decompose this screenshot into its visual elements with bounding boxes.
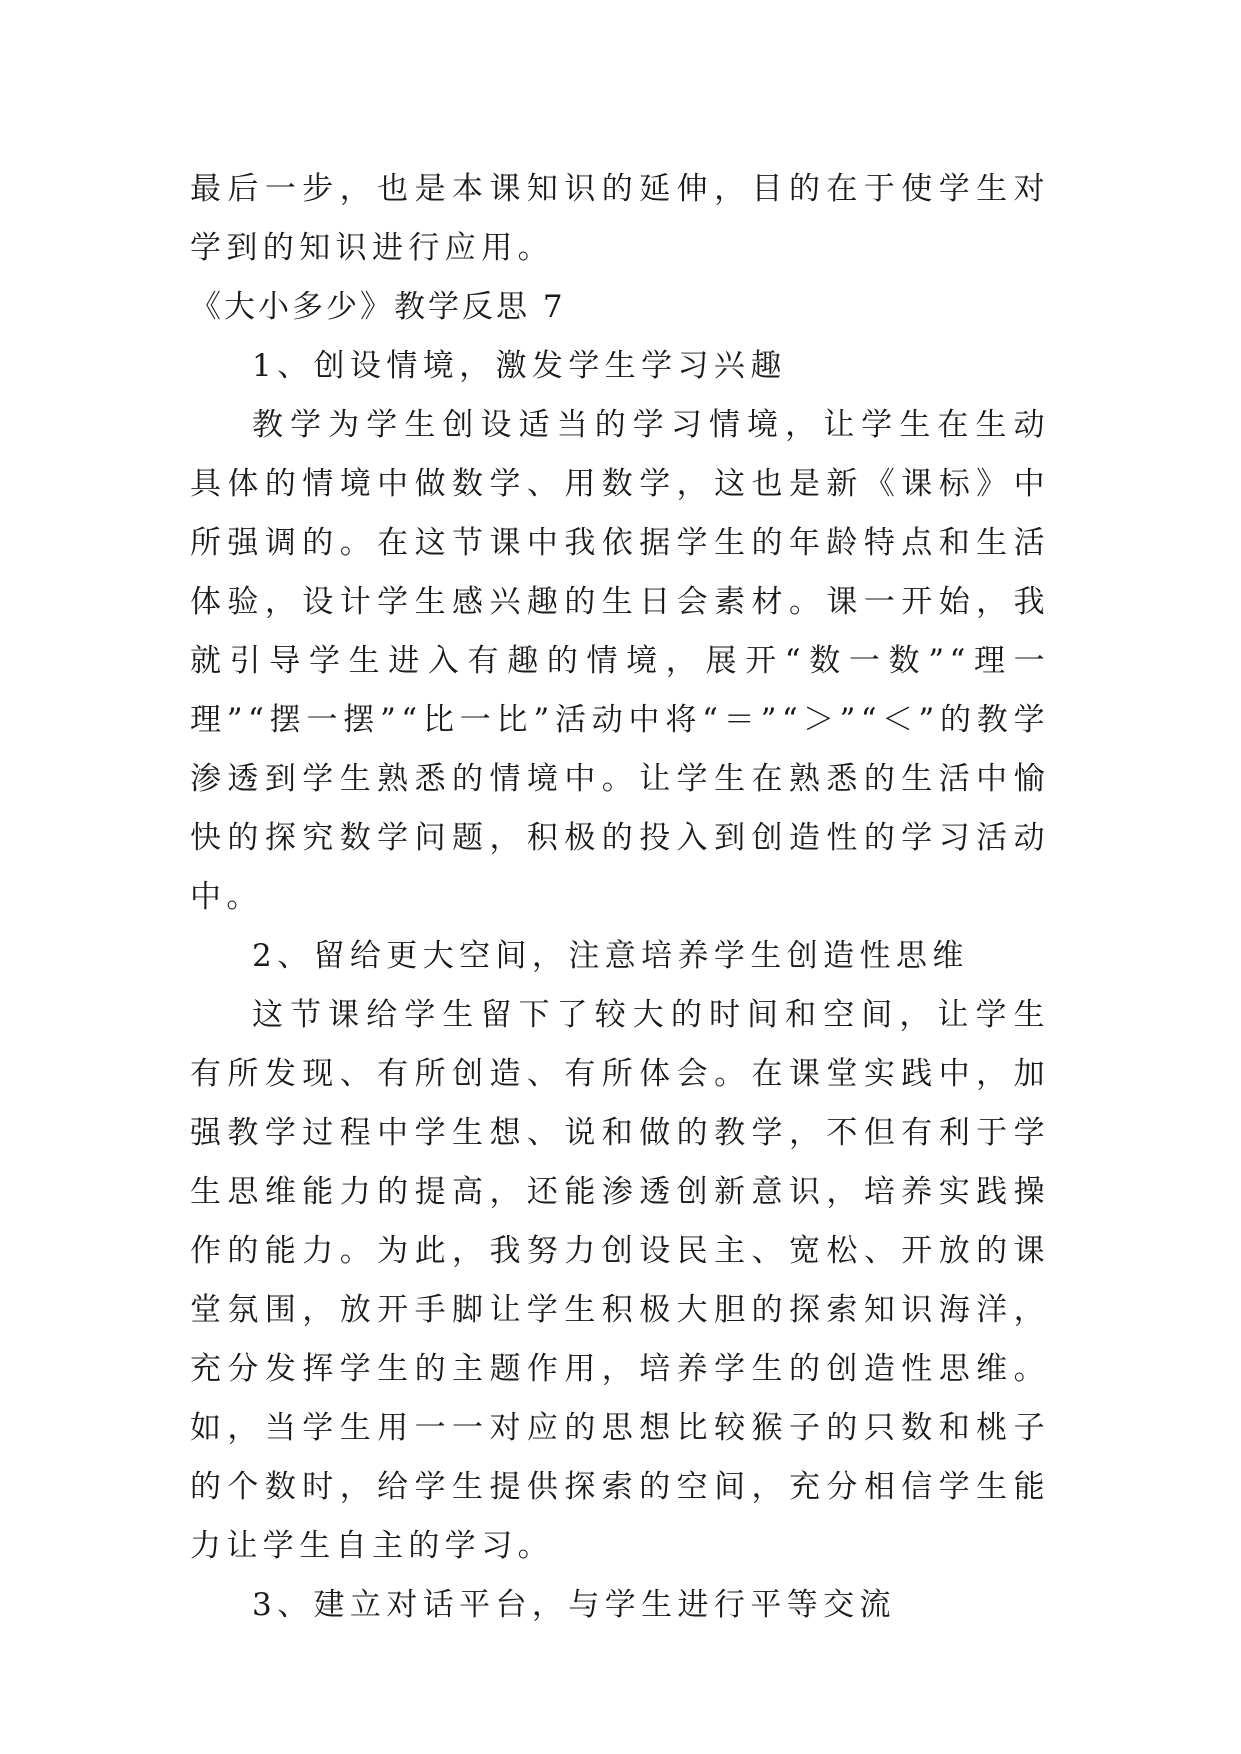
item-2-body: 这节课给学生留下了较大的时间和空间，让学生有所发现、有所创造、有所体会。在课堂实践中，加强教学过程中学生想、说和做的教学，不但有利于学生思维能力的提高，还能渗透创新意识，培养实践操作的能力。为此，我努力创设民主、宽松、开放的课堂氛围，放开手脚让学生积极大胆的探索知识海洋，充分发挥学生的主题作用，培养学生的创造性思维。如，当学生用一一对应的思想比较猴子的只数和桃子的个数时，给学生提供探索的空间，充分相信学生能力让学生自主的学习。 [190,997,1050,1564]
section-title: 《大小多少》教学反思 7 [190,289,566,325]
intro-paragraph: 最后一步，也是本课知识的延伸，目的在于使学生对学到的知识进行应用。 [190,171,1050,266]
document-body [190,160,1050,1635]
item-1-heading: 1、创设情境，激发学生学习兴趣 [252,348,787,384]
item-2-heading: 2、留给更大空间，注意培养学生创造性思维 [252,938,969,974]
item-3-heading: 3、建立对话平台，与学生进行平等交流 [252,1587,896,1623]
item-1-body: 教学为学生创设适当的学习情境，让学生在生动具体的情境中做数学、用数学，这也是新《课标》中所强调的。在这节课中我依据学生的年龄特点和生活体验，设计学生感兴趣的生日会素材。课一开始，我就引导学生进入有趣的情境，展开“数一数”“理一理”“摆一摆”“比一比”活动中将“＝”“＞”“＜”的教学渗透到学生熟悉的情境中。让学生在熟悉的生活中愉快的探究数学问题，积极的投入到创造性的学习活动中。 [190,407,1050,915]
